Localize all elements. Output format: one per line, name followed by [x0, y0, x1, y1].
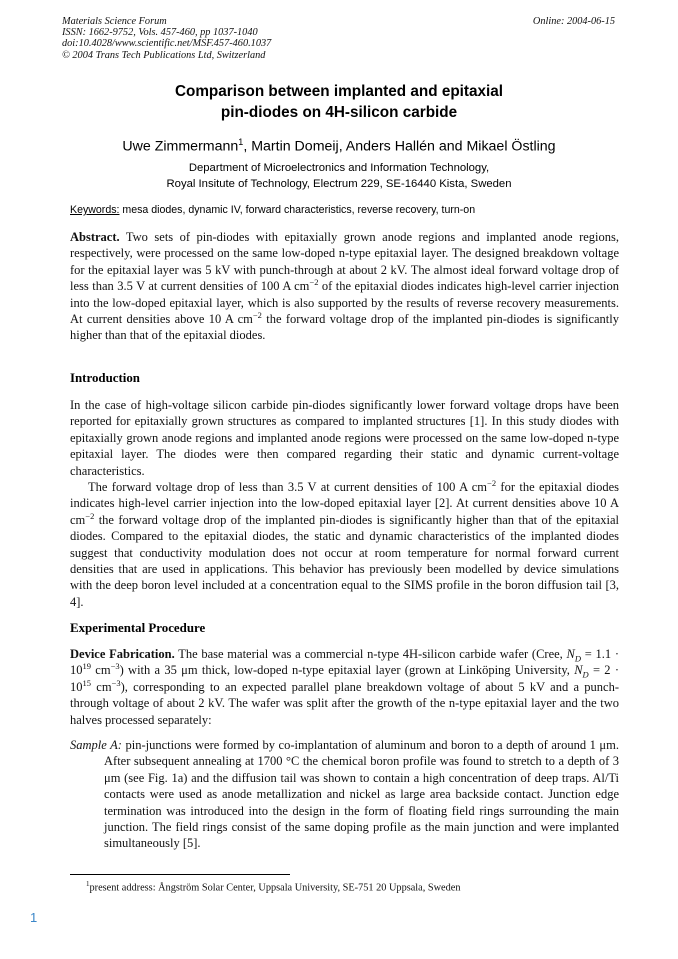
keywords-label: Keywords: — [70, 204, 120, 216]
sample-a-item — [70, 737, 619, 852]
exponent: 19 — [82, 661, 91, 672]
abstract — [70, 229, 619, 344]
exponent: −2 — [309, 277, 319, 288]
abstract-text: of the epitaxial diodes indicates high-level carrier injection into the low-doped epitaxial layer, which is also supported by the results of reverse recovery measurements. At current densities above 10 A cm — [70, 279, 619, 327]
exponent: −3 — [111, 677, 121, 688]
affiliation-line-2: Royal Insitute of Technology, Electrum 229, SE-16440 Kista, Sweden — [166, 178, 512, 190]
title-line-1: Comparison between implanted and epitaxial — [174, 83, 504, 100]
text-run: cm — [91, 663, 111, 678]
text-run: The forward voltage drop of less than 3.5 V at current densities of 100 A cm — [88, 480, 488, 495]
abstract-label: Abstract. — [70, 230, 120, 244]
footnote-divider — [70, 874, 290, 875]
exponent: −3 — [110, 661, 120, 672]
exponent: −2 — [252, 309, 262, 320]
footnote-mark: 1 — [86, 880, 90, 888]
author-list — [62, 133, 616, 156]
journal-name: Materials Science Forum — [62, 16, 167, 27]
title-line-2: pin-diodes on 4H-silicon carbide — [220, 104, 458, 121]
text-run: ) with a 35 μm thick, low-doped n-type epitaxial layer (grown at Linköping University, — [119, 663, 575, 678]
issn-line: ISSN: 1662-9752, Vols. 457-460, pp 1037-1040 — [62, 27, 258, 39]
section-heading-experimental: Experimental Procedure — [70, 621, 206, 635]
online-date: Online: 2004-06-15 — [532, 16, 615, 27]
journal-header — [62, 16, 271, 61]
footnote-marker: 1 — [238, 137, 244, 147]
page-number: 1 — [30, 910, 38, 925]
subsection-label: Device Fabrication. — [70, 647, 175, 661]
keywords — [70, 203, 475, 217]
text-run: the forward voltage drop of the implanted pin-diodes is significantly higher than that of the epitaxial diodes. Compared to the epitaxial diodes, the static and dynamic characteristics of the implanted diodes suggest that conductivity modulation does not occur at room temperature for normal forward current densities that are used in applications. This behavior has previously been modelled by device simulations with the deep boron level included at a concentration equal to the SIMS profile in the boron diffusion tail [3, 4]. — [70, 512, 619, 609]
experimental-body — [70, 646, 619, 728]
exponent: −2 — [487, 477, 497, 488]
affiliation-line-1: Department of Microelectronics and Information Technology, — [188, 162, 490, 174]
exponent: −2 — [85, 510, 95, 521]
abstract-text: the forward voltage drop of the implanted pin-diodes is significantly higher than that of the epitaxial diodes. — [70, 312, 619, 343]
subscript: D — [582, 669, 589, 680]
abstract-text: Two sets of pin-diodes with epitaxially grown anode regions and implanted anode regions, respectively, were processed on the same low-doped n-type epitaxial layer. The designed breakdown voltage for the epitaxial layer was 5 kV with punch-through at about 2 kV. The almost ideal forward voltage drop of less than 3.5 V at current densities of 100 A cm — [70, 230, 619, 294]
footnote — [86, 878, 460, 894]
paragraph — [70, 479, 619, 610]
introduction-body — [70, 397, 619, 610]
sample-label: Sample A: — [70, 738, 122, 752]
paper-title — [62, 81, 616, 123]
text-run: = 1.1 · 10 — [70, 647, 619, 678]
paragraph: In the case of high-voltage silicon carbide pin-diodes significantly lower forward voltage drops have been reported for epitaxially grown structures as compared to implanted structures [1]. In this study diodes with epitaxially grown anode regions and implanted anode regions were processed on the same low-doped n-type epitaxial layer. The diodes were then compared regarding their static and dynamic current-voltage characteristics. — [70, 398, 619, 478]
text-run: cm — [91, 679, 112, 694]
variable: N — [574, 663, 583, 678]
other-authors: , Martin Domeij, Anders Hallén and Mikael Östling — [243, 138, 556, 155]
section-heading-introduction: Introduction — [70, 371, 140, 385]
text-run: for the epitaxial diodes indicates high-level carrier injection into the low-doped epitaxial layer [2]. At current densities above 10 A cm — [70, 480, 619, 527]
variable: N — [566, 647, 575, 661]
text-run: = 2 · 10 — [70, 663, 619, 694]
text-run: ), corresponding to an expected parallel plane breakdown voltage of about 5 kV and a punch-through voltage of about 2 kV. The wafer was split after the growth of the n-type epitaxial layer and the two halves processed separately: — [70, 679, 619, 727]
text-run: The base material was a commercial n-type 4H-silicon carbide wafer (Cree, — [174, 647, 567, 661]
affiliation — [62, 160, 616, 192]
exponent: 15 — [82, 677, 91, 688]
keywords-text: mesa diodes, dynamic IV, forward characteristics, reverse recovery, turn-on — [119, 204, 476, 216]
copyright-line: © 2004 Trans Tech Publications Ltd, Switzerland — [62, 49, 266, 61]
footnote-text: present address: Ångström Solar Center, Uppsala University, SE-751 20 Uppsala, Sweden — [89, 882, 461, 894]
sample-a-text: pin-junctions were formed by co-implantation of aluminum and boron to a depth of around 1 μm. After subsequent annealing at 1700 °C the chemical boron profile was found to stretch to a depth of 3 μm (see Fig. 1a) and the diffusion tail was shown to contain a high concentration of deep traps. Al/Ti contacts were used as anode metallization and nickel as large area backside contact. Junction edge termination was introduced into the design in the form of floating field rings surrounding the main junction. The field rings consist of the same doping profile as the main junction and were implanted simultaneously [5]. — [104, 738, 619, 851]
author-name: Uwe Zimmermann — [122, 138, 239, 155]
doi-line: doi:10.4028/www.scientific.net/MSF.457-460.1037 — [62, 38, 272, 50]
subscript: D — [574, 653, 581, 664]
